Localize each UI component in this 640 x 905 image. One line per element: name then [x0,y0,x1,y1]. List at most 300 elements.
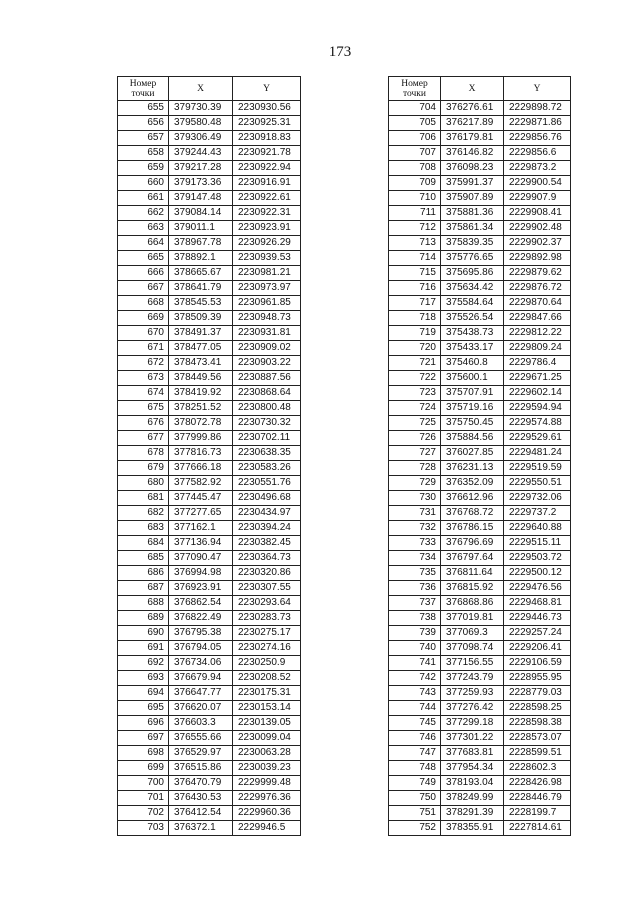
point-number-cell: 668 [118,296,169,311]
y-value-cell: 2228598.38 [504,716,571,731]
point-number-cell: 735 [389,566,441,581]
x-value-cell: 376612.96 [441,491,504,506]
point-number-cell: 683 [118,521,169,536]
point-number-cell: 709 [389,176,441,191]
y-value-cell: 2229529.61 [504,431,571,446]
y-value-cell: 2230063.28 [233,746,301,761]
point-number-cell: 664 [118,236,169,251]
x-value-cell: 376352.09 [441,476,504,491]
table-row [118,536,301,551]
x-value-cell: 376179.81 [441,131,504,146]
y-value-cell: 2230551.76 [233,476,301,491]
x-value-cell: 376815.92 [441,581,504,596]
y-value-cell: 2229847.66 [504,311,571,326]
table-row [389,416,571,431]
table-row [389,251,571,266]
point-number-cell: 682 [118,506,169,521]
x-value-cell: 376430.53 [169,791,233,806]
point-number-cell: 745 [389,716,441,731]
y-value-cell: 2230909.02 [233,341,301,356]
x-value-cell: 376796.69 [441,536,504,551]
y-value-cell: 2230139.05 [233,716,301,731]
y-value-cell: 2229898.72 [504,101,571,116]
table-row [118,371,301,386]
point-number-cell: 697 [118,731,169,746]
point-number-cell: 719 [389,326,441,341]
point-number-cell: 685 [118,551,169,566]
table-row [389,521,571,536]
table-row [389,371,571,386]
x-value-cell: 378419.92 [169,386,233,401]
point-number-cell: 679 [118,461,169,476]
point-number-cell: 695 [118,701,169,716]
point-number-cell: 688 [118,596,169,611]
table-row [118,446,301,461]
x-value-cell: 376768.72 [441,506,504,521]
x-value-cell: 376555.66 [169,731,233,746]
table-row [118,566,301,581]
y-value-cell: 2230208.52 [233,671,301,686]
y-value-cell: 2230153.14 [233,701,301,716]
x-value-cell: 375634.42 [441,281,504,296]
y-value-cell: 2230039.23 [233,761,301,776]
x-value-cell: 375839.35 [441,236,504,251]
y-value-cell: 2230931.81 [233,326,301,341]
point-number-cell: 681 [118,491,169,506]
y-value-cell: 2229106.59 [504,656,571,671]
x-value-cell: 379011.1 [169,221,233,236]
y-value-cell: 2229737.2 [504,506,571,521]
coordinates-table-left [117,76,301,836]
table-row [118,236,301,251]
point-number-cell: 693 [118,671,169,686]
x-value-cell: 376620.07 [169,701,233,716]
table-row [118,746,301,761]
y-value-cell: 2230961.85 [233,296,301,311]
table-row [389,281,571,296]
y-value-cell: 2230922.61 [233,191,301,206]
x-value-cell: 376862.54 [169,596,233,611]
x-value-cell: 375433.17 [441,341,504,356]
x-value-cell: 377136.94 [169,536,233,551]
table-row [118,821,301,836]
point-number-cell: 708 [389,161,441,176]
y-value-cell: 2230175.31 [233,686,301,701]
table-row [389,476,571,491]
y-value-cell: 2229871.86 [504,116,571,131]
x-value-cell: 379173.36 [169,176,233,191]
y-value-cell: 2229468.81 [504,596,571,611]
x-value-cell: 375881.36 [441,206,504,221]
point-number-cell: 656 [118,116,169,131]
table-row [118,176,301,191]
point-number-cell: 752 [389,821,441,836]
point-number-cell: 737 [389,596,441,611]
y-value-cell: 2229902.37 [504,236,571,251]
y-value-cell: 2230638.35 [233,446,301,461]
table-row [389,776,571,791]
x-value-cell: 375600.1 [441,371,504,386]
point-number-cell: 751 [389,806,441,821]
point-number-cell: 703 [118,821,169,836]
y-value-cell: 2230925.31 [233,116,301,131]
point-number-cell: 713 [389,236,441,251]
y-value-cell: 2230394.24 [233,521,301,536]
x-value-cell: 376515.86 [169,761,233,776]
y-value-cell: 2228779.03 [504,686,571,701]
point-number-cell: 658 [118,146,169,161]
x-value-cell: 376603.3 [169,716,233,731]
x-value-cell: 375907.89 [441,191,504,206]
y-value-cell: 2228955.95 [504,671,571,686]
table-row [118,341,301,356]
table-row [389,686,571,701]
x-value-cell: 377954.34 [441,761,504,776]
point-number-cell: 657 [118,131,169,146]
table-row [389,671,571,686]
table-row [389,566,571,581]
page-number: 173 [328,44,352,60]
table-row [389,821,571,836]
x-value-cell: 377069.3 [441,626,504,641]
x-value-cell: 375707.91 [441,386,504,401]
x-value-cell: 377090.47 [169,551,233,566]
x-value-cell: 376868.86 [441,596,504,611]
x-value-cell: 377259.93 [441,686,504,701]
point-number-cell: 710 [389,191,441,206]
y-value-cell: 2229999.48 [233,776,301,791]
x-value-cell: 375991.37 [441,176,504,191]
point-number-cell: 715 [389,266,441,281]
table-row [118,716,301,731]
table-row [389,161,571,176]
x-value-cell: 378355.91 [441,821,504,836]
table-row [389,296,571,311]
x-value-cell: 379084.14 [169,206,233,221]
x-value-cell: 375526.54 [441,311,504,326]
table-row [389,761,571,776]
table-body [118,101,301,836]
y-value-cell: 2229809.24 [504,341,571,356]
point-number-cell: 687 [118,581,169,596]
y-value-cell: 2230973.97 [233,281,301,296]
table-row [389,611,571,626]
y-value-cell: 2229500.12 [504,566,571,581]
x-value-cell: 376231.13 [441,461,504,476]
x-value-cell: 379217.28 [169,161,233,176]
y-value-cell: 2230930.56 [233,101,301,116]
x-value-cell: 376470.79 [169,776,233,791]
y-value-cell: 2229960.36 [233,806,301,821]
point-number-cell: 677 [118,431,169,446]
table-row [118,161,301,176]
table-row [389,656,571,671]
y-value-cell: 2230800.48 [233,401,301,416]
table-header-row [118,77,301,101]
x-value-cell: 376529.97 [169,746,233,761]
x-value-cell: 375438.73 [441,326,504,341]
x-value-cell: 379244.43 [169,146,233,161]
x-value-cell: 377301.22 [441,731,504,746]
header-x: X [169,77,233,101]
table-row [118,521,301,536]
point-number-cell: 747 [389,746,441,761]
table-row [118,326,301,341]
y-value-cell: 2229870.64 [504,296,571,311]
point-number-cell: 728 [389,461,441,476]
y-value-cell: 2229732.06 [504,491,571,506]
x-value-cell: 378473.41 [169,356,233,371]
table-row [118,146,301,161]
point-number-cell: 718 [389,311,441,326]
y-value-cell: 2228602.3 [504,761,571,776]
point-number-cell: 698 [118,746,169,761]
x-value-cell: 378193.04 [441,776,504,791]
x-value-cell: 376027.85 [441,446,504,461]
y-value-cell: 2230283.73 [233,611,301,626]
y-value-cell: 2230903.22 [233,356,301,371]
x-value-cell: 376679.94 [169,671,233,686]
table-row [118,641,301,656]
y-value-cell: 2229594.94 [504,401,571,416]
table-row [389,146,571,161]
x-value-cell: 378249.99 [441,791,504,806]
table-row [118,596,301,611]
y-value-cell: 2228426.98 [504,776,571,791]
point-number-cell: 696 [118,716,169,731]
y-value-cell: 2229892.98 [504,251,571,266]
x-value-cell: 379730.39 [169,101,233,116]
table-row [389,806,571,821]
x-value-cell: 377098.74 [441,641,504,656]
point-number-cell: 701 [118,791,169,806]
x-value-cell: 376146.82 [441,146,504,161]
table-row [389,536,571,551]
y-value-cell: 2230364.73 [233,551,301,566]
y-value-cell: 2227814.61 [504,821,571,836]
x-value-cell: 376276.61 [441,101,504,116]
table-row [118,356,301,371]
table-row [118,581,301,596]
table-row [118,491,301,506]
x-value-cell: 377162.1 [169,521,233,536]
x-value-cell: 375861.34 [441,221,504,236]
point-number-cell: 704 [389,101,441,116]
point-number-cell: 691 [118,641,169,656]
x-value-cell: 376412.54 [169,806,233,821]
x-value-cell: 376923.91 [169,581,233,596]
point-number-cell: 726 [389,431,441,446]
y-value-cell: 2230293.64 [233,596,301,611]
y-value-cell: 2229671.25 [504,371,571,386]
table-row [118,806,301,821]
point-number-cell: 705 [389,116,441,131]
x-value-cell: 376217.89 [441,116,504,131]
x-value-cell: 378072.78 [169,416,233,431]
table-row [389,716,571,731]
point-number-cell: 659 [118,161,169,176]
point-number-cell: 727 [389,446,441,461]
point-number-cell: 660 [118,176,169,191]
table-row [389,626,571,641]
y-value-cell: 2229976.36 [233,791,301,806]
point-number-cell: 714 [389,251,441,266]
point-number-cell: 742 [389,671,441,686]
x-value-cell: 376372.1 [169,821,233,836]
x-value-cell: 377277.65 [169,506,233,521]
x-value-cell: 378967.78 [169,236,233,251]
x-value-cell: 376811.64 [441,566,504,581]
point-number-cell: 736 [389,581,441,596]
table-row [118,686,301,701]
table-row [389,206,571,221]
table-row [118,401,301,416]
x-value-cell: 378665.67 [169,266,233,281]
x-value-cell: 377683.81 [441,746,504,761]
coordinates-table-right [388,76,571,836]
point-number-cell: 680 [118,476,169,491]
y-value-cell: 2230250.9 [233,656,301,671]
table-row [389,446,571,461]
point-number-cell: 707 [389,146,441,161]
point-number-cell: 722 [389,371,441,386]
x-value-cell: 377582.92 [169,476,233,491]
y-value-cell: 2230099.04 [233,731,301,746]
point-number-cell: 729 [389,476,441,491]
y-value-cell: 2230939.53 [233,251,301,266]
x-value-cell: 378491.37 [169,326,233,341]
point-number-cell: 678 [118,446,169,461]
x-value-cell: 376794.05 [169,641,233,656]
y-value-cell: 2230887.56 [233,371,301,386]
point-number-cell: 689 [118,611,169,626]
y-value-cell: 2228573.07 [504,731,571,746]
y-value-cell: 2229873.2 [504,161,571,176]
x-value-cell: 378449.56 [169,371,233,386]
point-number-cell: 725 [389,416,441,431]
point-number-cell: 746 [389,731,441,746]
table-row [118,431,301,446]
point-number-cell: 749 [389,776,441,791]
point-number-cell: 655 [118,101,169,116]
y-value-cell: 2230583.26 [233,461,301,476]
table-row [118,476,301,491]
x-value-cell: 379580.48 [169,116,233,131]
y-value-cell: 2229257.24 [504,626,571,641]
table-row [389,326,571,341]
table-row [118,281,301,296]
x-value-cell: 376822.49 [169,611,233,626]
y-value-cell: 2230730.32 [233,416,301,431]
table-row [118,101,301,116]
table-row [118,191,301,206]
x-value-cell: 377019.81 [441,611,504,626]
y-value-cell: 2230702.11 [233,431,301,446]
table-row [118,296,301,311]
y-value-cell: 2229812.22 [504,326,571,341]
table-row [118,551,301,566]
y-value-cell: 2229856.76 [504,131,571,146]
point-number-cell: 661 [118,191,169,206]
x-value-cell: 378509.39 [169,311,233,326]
table-row [389,581,571,596]
y-value-cell: 2229946.5 [233,821,301,836]
table-row [118,776,301,791]
y-value-cell: 2229550.51 [504,476,571,491]
point-number-cell: 739 [389,626,441,641]
point-number-cell: 724 [389,401,441,416]
y-value-cell: 2228598.25 [504,701,571,716]
y-value-cell: 2229907.9 [504,191,571,206]
table-row [118,416,301,431]
y-value-cell: 2229519.59 [504,461,571,476]
table-row [389,266,571,281]
point-number-cell: 665 [118,251,169,266]
table-row [389,746,571,761]
y-value-cell: 2229574.88 [504,416,571,431]
table-row [389,701,571,716]
table-row [118,656,301,671]
point-number-cell: 734 [389,551,441,566]
y-value-cell: 2230496.68 [233,491,301,506]
point-number-cell: 671 [118,341,169,356]
table-row [389,551,571,566]
y-value-cell: 2230868.64 [233,386,301,401]
point-number-cell: 686 [118,566,169,581]
point-number-cell: 694 [118,686,169,701]
x-value-cell: 375695.86 [441,266,504,281]
point-number-cell: 676 [118,416,169,431]
point-number-cell: 744 [389,701,441,716]
x-value-cell: 377276.42 [441,701,504,716]
x-value-cell: 379306.49 [169,131,233,146]
point-number-cell: 674 [118,386,169,401]
y-value-cell: 2230382.45 [233,536,301,551]
point-number-cell: 672 [118,356,169,371]
y-value-cell: 2228599.51 [504,746,571,761]
point-number-cell: 673 [118,371,169,386]
point-number-cell: 733 [389,536,441,551]
header-point-number [389,77,441,101]
header-y: Y [504,77,571,101]
x-value-cell: 378291.39 [441,806,504,821]
table-row [118,701,301,716]
x-value-cell: 378251.52 [169,401,233,416]
x-value-cell: 378545.53 [169,296,233,311]
y-value-cell: 2230320.86 [233,566,301,581]
point-number-cell: 706 [389,131,441,146]
point-number-cell: 675 [118,401,169,416]
table-row [118,131,301,146]
header-point-number [118,77,169,101]
point-number-cell: 712 [389,221,441,236]
point-number-cell: 731 [389,506,441,521]
x-value-cell: 378641.79 [169,281,233,296]
point-number-cell: 743 [389,686,441,701]
x-value-cell: 378892.1 [169,251,233,266]
x-value-cell: 376994.98 [169,566,233,581]
table-row [389,176,571,191]
point-number-cell: 732 [389,521,441,536]
x-value-cell: 377445.47 [169,491,233,506]
x-value-cell: 376098.23 [441,161,504,176]
header-x: X [441,77,504,101]
point-number-cell: 738 [389,611,441,626]
y-value-cell: 2230922.31 [233,206,301,221]
table-row [389,506,571,521]
y-value-cell: 2230948.73 [233,311,301,326]
x-value-cell: 376797.64 [441,551,504,566]
